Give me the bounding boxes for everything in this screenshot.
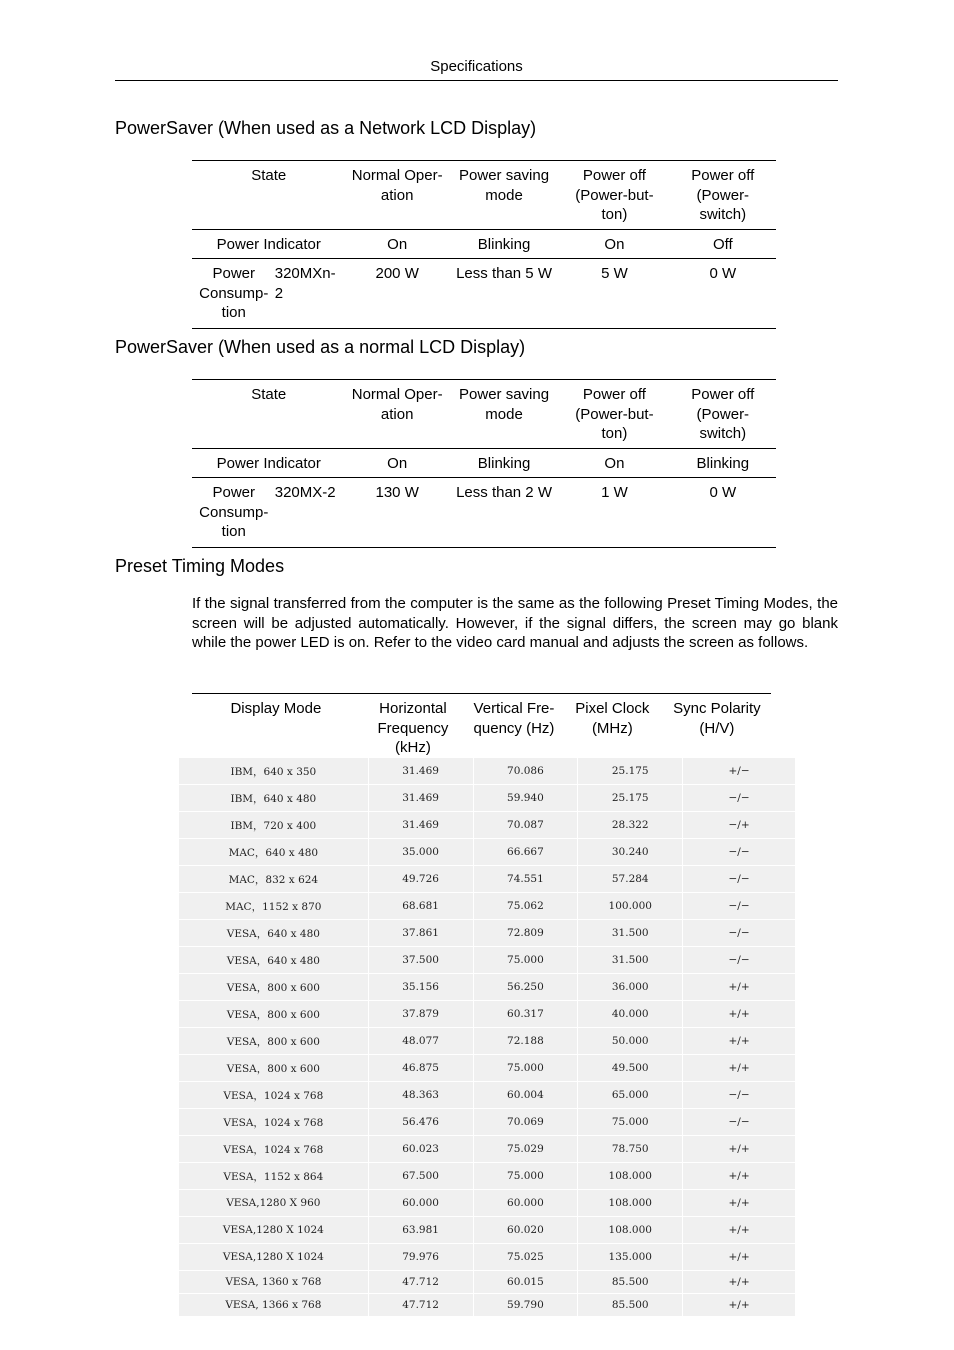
pixel-clock-cell: 31.500 (578, 947, 683, 973)
sync-polarity-cell: −/− (728, 954, 750, 966)
display-mode-cell: VESA, 1360 x 768 (179, 1271, 369, 1293)
col-power-saving: Power saving mode (449, 161, 559, 230)
table-row (192, 229, 776, 259)
sync-polarity-cell: +/+ (728, 1251, 750, 1263)
sync-polarity-cell: +/+ (728, 1143, 750, 1155)
horizontal-frequency-cell: 49.726 (369, 866, 474, 892)
table-row (179, 974, 795, 1001)
table-row (179, 1163, 795, 1190)
pixel-clock-cell: 75.000 (578, 1109, 683, 1135)
display-mode-cell: MAC，832 x 624 (179, 866, 369, 892)
sync-polarity-cell: −/− (728, 1089, 750, 1101)
vertical-frequency-cell: 72.809 (474, 920, 579, 946)
table-row (179, 1055, 795, 1082)
table-row (192, 478, 776, 548)
table-row (192, 259, 776, 329)
vertical-frequency-cell: 74.551 (474, 866, 579, 892)
table-row (179, 1244, 795, 1271)
display-mode-cell: VESA,1280 X 960 (179, 1190, 369, 1216)
sync-polarity-cell: +/+ (728, 1197, 750, 1209)
pixel-clock-cell: 135.000 (578, 1244, 683, 1270)
table-row (179, 1136, 795, 1163)
col-normal-operation: Normal Oper- ation (346, 380, 449, 449)
indicator-off-switch: Off (670, 229, 776, 259)
col-power-off-switch: Power off (Power- switch) (670, 380, 776, 449)
horizontal-frequency-cell: 56.476 (369, 1109, 474, 1135)
horizontal-frequency-cell: 31.469 (369, 785, 474, 811)
pixel-clock-cell: 50.000 (578, 1028, 683, 1054)
vertical-frequency-cell: 70.086 (474, 758, 579, 784)
pixel-clock-cell: 25.175 (578, 785, 683, 811)
consumption-saving: Less than 5 W (449, 259, 559, 329)
table-row (179, 920, 795, 947)
consumption-normal: 200 W (346, 259, 449, 329)
vertical-frequency-cell: 70.069 (474, 1109, 579, 1135)
consumption-cell (192, 478, 346, 548)
indicator-normal: On (346, 229, 449, 259)
consumption-cell (192, 259, 346, 329)
pixel-clock-cell: 108.000 (578, 1190, 683, 1216)
display-mode-cell: VESA，1152 x 864 (179, 1163, 369, 1189)
timing-table-header (192, 693, 771, 762)
vertical-frequency-cell: 60.020 (474, 1217, 579, 1243)
sync-polarity-cell: +/+ (728, 981, 750, 993)
col-power-off-switch: Power off (Power- switch) (670, 161, 776, 230)
consumption-off-switch: 0 W (670, 478, 776, 548)
table-row (179, 893, 795, 920)
consumption-model: 320MXn- 2 (274, 265, 336, 302)
pixel-clock-cell: 78.750 (578, 1136, 683, 1162)
preset-timing-heading: Preset Timing Modes (115, 556, 285, 576)
table-row (179, 785, 795, 812)
horizontal-frequency-cell: 63.981 (369, 1217, 474, 1243)
sync-polarity-cell: −/− (728, 927, 750, 939)
indicator-off-button: On (559, 229, 669, 259)
sync-polarity-cell: +/+ (728, 1035, 750, 1047)
vertical-frequency-cell: 59.790 (474, 1294, 579, 1316)
consumption-saving: Less than 2 W (449, 478, 559, 548)
horizontal-frequency-cell: 35.000 (369, 839, 474, 865)
network-powersaver-heading: PowerSaver (When used as a Network LCD Display) (115, 118, 537, 138)
col-display-mode: Display Mode (192, 694, 360, 762)
sync-polarity-cell: −/− (728, 846, 750, 858)
sync-polarity-cell: +/+ (728, 1008, 750, 1020)
horizontal-frequency-cell: 37.879 (369, 1001, 474, 1027)
horizontal-frequency-cell: 60.023 (369, 1136, 474, 1162)
vertical-frequency-cell: 59.940 (474, 785, 579, 811)
consumption-off-button: 5 W (559, 259, 669, 329)
timing-table-body (179, 758, 795, 1317)
consumption-label: Power Consump- tion (199, 265, 269, 321)
vertical-frequency-cell: 60.317 (474, 1001, 579, 1027)
sync-polarity-cell: −/− (728, 792, 750, 804)
col-power-saving: Power saving mode (449, 380, 559, 449)
indicator-off-switch: Blinking (670, 448, 776, 478)
horizontal-frequency-cell: 67.500 (369, 1163, 474, 1189)
display-mode-cell: MAC，640 x 480 (179, 839, 369, 865)
sync-polarity-cell: +/+ (728, 1170, 750, 1182)
display-mode-cell: VESA,1280 X 1024 (179, 1244, 369, 1270)
consumption-normal: 130 W (346, 478, 449, 548)
display-mode-cell: VESA，1024 x 768 (179, 1136, 369, 1162)
sync-polarity-cell: −/+ (728, 819, 750, 831)
vertical-frequency-cell: 60.004 (474, 1082, 579, 1108)
horizontal-frequency-cell: 37.500 (369, 947, 474, 973)
pixel-clock-cell: 57.284 (578, 866, 683, 892)
display-mode-cell: VESA，800 x 600 (179, 1028, 369, 1054)
pixel-clock-cell: 85.500 (578, 1294, 683, 1316)
horizontal-frequency-cell: 47.712 (369, 1294, 474, 1316)
consumption-label: Power Consump- tion (199, 484, 269, 540)
horizontal-frequency-cell: 46.875 (369, 1055, 474, 1081)
indicator-label: Power Indicator (192, 448, 346, 478)
page-header-title: Specifications (430, 58, 523, 75)
display-mode-cell: MAC，1152 x 870 (179, 893, 369, 919)
col-power-off-button: Power off (Power-but- ton) (559, 380, 669, 449)
col-normal-operation: Normal Oper- ation (346, 161, 449, 230)
horizontal-frequency-cell: 47.712 (369, 1271, 474, 1293)
horizontal-frequency-cell: 35.156 (369, 974, 474, 1000)
col-sync-polarity: Sync Polarity (H/V) (663, 694, 771, 762)
sync-polarity-cell: +/+ (728, 1224, 750, 1236)
display-mode-cell: IBM，720 x 400 (179, 812, 369, 838)
pixel-clock-cell: 85.500 (578, 1271, 683, 1293)
display-mode-cell: VESA, 1366 x 768 (179, 1294, 369, 1316)
display-mode-cell: IBM，640 x 350 (179, 758, 369, 784)
table-row (179, 1109, 795, 1136)
vertical-frequency-cell: 75.029 (474, 1136, 579, 1162)
vertical-frequency-cell: 70.087 (474, 812, 579, 838)
vertical-frequency-cell: 75.025 (474, 1244, 579, 1270)
sync-polarity-cell: −/− (728, 1116, 750, 1128)
display-mode-cell: VESA，1024 x 768 (179, 1109, 369, 1135)
display-mode-cell: IBM，640 x 480 (179, 785, 369, 811)
indicator-normal: On (346, 448, 449, 478)
display-mode-cell: VESA,1280 X 1024 (179, 1217, 369, 1243)
pixel-clock-cell: 30.240 (578, 839, 683, 865)
vertical-frequency-cell: 56.250 (474, 974, 579, 1000)
horizontal-frequency-cell: 37.861 (369, 920, 474, 946)
display-mode-cell: VESA，640 x 480 (179, 920, 369, 946)
vertical-frequency-cell: 75.000 (474, 947, 579, 973)
vertical-frequency-cell: 60.000 (474, 1190, 579, 1216)
table-row (179, 1028, 795, 1055)
pixel-clock-cell: 36.000 (578, 974, 683, 1000)
normal-powersaver-heading: PowerSaver (When used as a normal LCD Display) (115, 337, 526, 357)
display-mode-cell: VESA，800 x 600 (179, 974, 369, 1000)
network-powersaver-table (192, 160, 776, 329)
table-row (179, 1271, 795, 1294)
vertical-frequency-cell: 75.062 (474, 893, 579, 919)
horizontal-frequency-cell: 60.000 (369, 1190, 474, 1216)
indicator-off-button: On (559, 448, 669, 478)
table-row (179, 839, 795, 866)
display-mode-cell: VESA，1024 x 768 (179, 1082, 369, 1108)
table-row (179, 1190, 795, 1217)
display-mode-cell: VESA，640 x 480 (179, 947, 369, 973)
horizontal-frequency-cell: 68.681 (369, 893, 474, 919)
horizontal-frequency-cell: 31.469 (369, 812, 474, 838)
table-row (192, 448, 776, 478)
col-state: State (192, 161, 346, 230)
vertical-frequency-cell: 75.000 (474, 1055, 579, 1081)
table-row (179, 1294, 795, 1317)
vertical-frequency-cell: 60.015 (474, 1271, 579, 1293)
col-horizontal-frequency: Horizontal Frequency (kHz) (360, 694, 466, 762)
vertical-frequency-cell: 72.188 (474, 1028, 579, 1054)
vertical-frequency-cell: 66.667 (474, 839, 579, 865)
pixel-clock-cell: 108.000 (578, 1163, 683, 1189)
pixel-clock-cell: 108.000 (578, 1217, 683, 1243)
horizontal-frequency-cell: 79.976 (369, 1244, 474, 1270)
vertical-frequency-cell: 75.000 (474, 1163, 579, 1189)
table-row (179, 812, 795, 839)
sync-polarity-cell: +/+ (728, 1062, 750, 1074)
pixel-clock-cell: 49.500 (578, 1055, 683, 1081)
display-mode-cell: VESA，800 x 600 (179, 1055, 369, 1081)
horizontal-frequency-cell: 48.363 (369, 1082, 474, 1108)
col-pixel-clock: Pixel Clock (MHz) (562, 694, 663, 762)
preset-timing-paragraph: If the signal transferred from the computer is the same as the following Preset Timing Modes, the screen will be adjusted automatically. However, if the signal differs, the screen may go blank while the power LED is on. Refer to the video card manual and adjusts the screen as follows. (192, 595, 838, 651)
sync-polarity-cell: +/+ (728, 1299, 750, 1311)
sync-polarity-cell: −/− (728, 873, 750, 885)
indicator-saving: Blinking (449, 448, 559, 478)
consumption-off-button: 1 W (559, 478, 669, 548)
normal-powersaver-table (192, 379, 776, 548)
sync-polarity-cell: +/+ (728, 1276, 750, 1288)
pixel-clock-cell: 100.000 (578, 893, 683, 919)
pixel-clock-cell: 28.322 (578, 812, 683, 838)
indicator-saving: Blinking (449, 229, 559, 259)
consumption-model: 320MX-2 (274, 484, 336, 501)
consumption-off-switch: 0 W (670, 259, 776, 329)
pixel-clock-cell: 40.000 (578, 1001, 683, 1027)
table-row (179, 1217, 795, 1244)
table-row (179, 866, 795, 893)
col-state: State (192, 380, 346, 449)
col-power-off-button: Power off (Power-but- ton) (559, 161, 669, 230)
sync-polarity-cell: −/− (728, 900, 750, 912)
col-vertical-frequency: Vertical Fre- quency (Hz) (466, 694, 562, 762)
sync-polarity-cell: +/− (728, 765, 750, 777)
horizontal-frequency-cell: 48.077 (369, 1028, 474, 1054)
horizontal-frequency-cell: 31.469 (369, 758, 474, 784)
display-mode-cell: VESA，800 x 600 (179, 1001, 369, 1027)
indicator-label: Power Indicator (192, 229, 346, 259)
pixel-clock-cell: 65.000 (578, 1082, 683, 1108)
table-row (179, 1001, 795, 1028)
pixel-clock-cell: 25.175 (578, 758, 683, 784)
table-row (179, 758, 795, 785)
pixel-clock-cell: 31.500 (578, 920, 683, 946)
table-row (179, 947, 795, 974)
table-row (179, 1082, 795, 1109)
header-divider (115, 80, 838, 81)
